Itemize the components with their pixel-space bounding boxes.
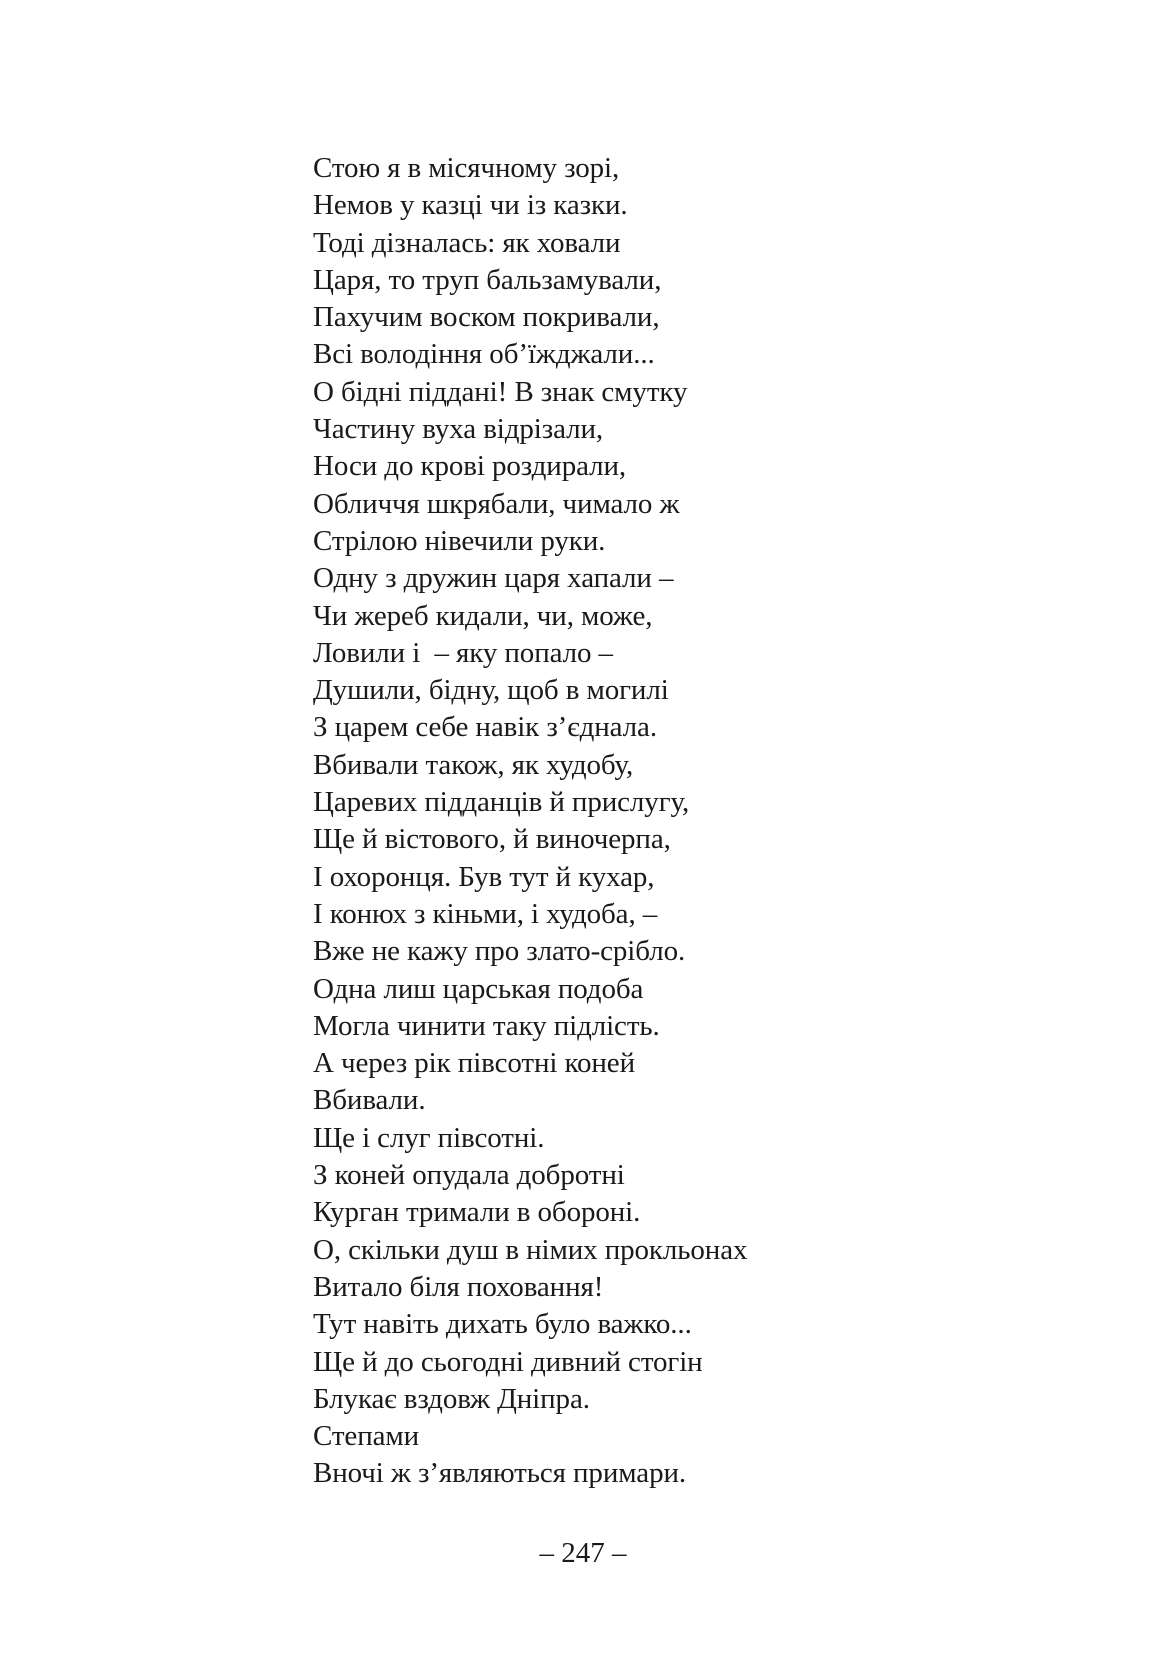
poem-line: Вбивали.	[313, 1084, 426, 1117]
poem-line: З коней опудала добротні	[313, 1159, 625, 1192]
poem-line: З царем себе навік з’єднала.	[313, 711, 657, 744]
poem-line: Вночі ж з’являються примари.	[313, 1457, 687, 1490]
poem-line: Душили, бідну, щоб в могилі	[313, 674, 669, 707]
poem-line: Тут навіть дихать було важко...	[313, 1308, 692, 1341]
poem-line: Чи жереб кидали, чи, може,	[313, 599, 653, 632]
poem-line: Ще і слуг півсотні.	[313, 1121, 545, 1154]
poem-line: Блукає вздовж Дніпра.	[313, 1382, 590, 1415]
poem-line: Курган тримали в обороні.	[313, 1196, 641, 1229]
poem-line: Всі володіння об’їжджали...	[313, 338, 655, 371]
poem-line: Витало біля поховання!	[313, 1270, 604, 1303]
poem-line: Одну з дружин царя хапали –	[313, 562, 674, 595]
poem-line: Стрілою нівечили руки.	[313, 524, 606, 557]
poem-line: Носи до крові роздирали,	[313, 450, 627, 483]
poem-line: Вбивали також, як худобу,	[313, 748, 634, 781]
poem-stanza	[313, 150, 747, 1493]
poem-line: Вже не кажу про злато-срібло.	[313, 935, 686, 968]
poem-line: Обличчя шкрябали, чимало ж	[313, 487, 680, 520]
poem-line: Ловили і – яку попало –	[313, 636, 613, 669]
poem-line: Тоді дізналась: як ховали	[313, 226, 621, 259]
poem-line: Царя, то труп бальзамували,	[313, 263, 662, 296]
poem-line: Царевих підданців й прислугу,	[313, 786, 690, 819]
page-number: – 247 –	[539, 1537, 627, 1569]
poem-line: Ще й вістового, й виночерпа,	[313, 823, 671, 856]
poem-line: А через рік півсотні коней	[313, 1047, 635, 1080]
poem-line: Могла чинити таку підлість.	[313, 1009, 660, 1042]
poem-line: Одна лиш царськая подоба	[313, 972, 644, 1005]
poem-line: О, скільки душ в німих прокльонах	[313, 1233, 748, 1266]
poem-line: Частину вуха відрізали,	[313, 413, 604, 446]
poem-line: Степами	[313, 1420, 420, 1453]
poem-line: І конюх з кіньми, і худоба, –	[313, 897, 658, 930]
poem-line: Стою я в місячному зорі,	[313, 152, 620, 184]
poem-line: Пахучим воском покривали,	[313, 301, 660, 334]
poem-line: І охоронця. Був тут й кухар,	[313, 860, 655, 893]
poem-line: О бідні піддані! В знак смутку	[313, 375, 688, 408]
poem-line: Ще й до сьогодні дивний стогін	[313, 1345, 703, 1378]
poem-line: Немов у казці чи із казки.	[313, 189, 628, 222]
